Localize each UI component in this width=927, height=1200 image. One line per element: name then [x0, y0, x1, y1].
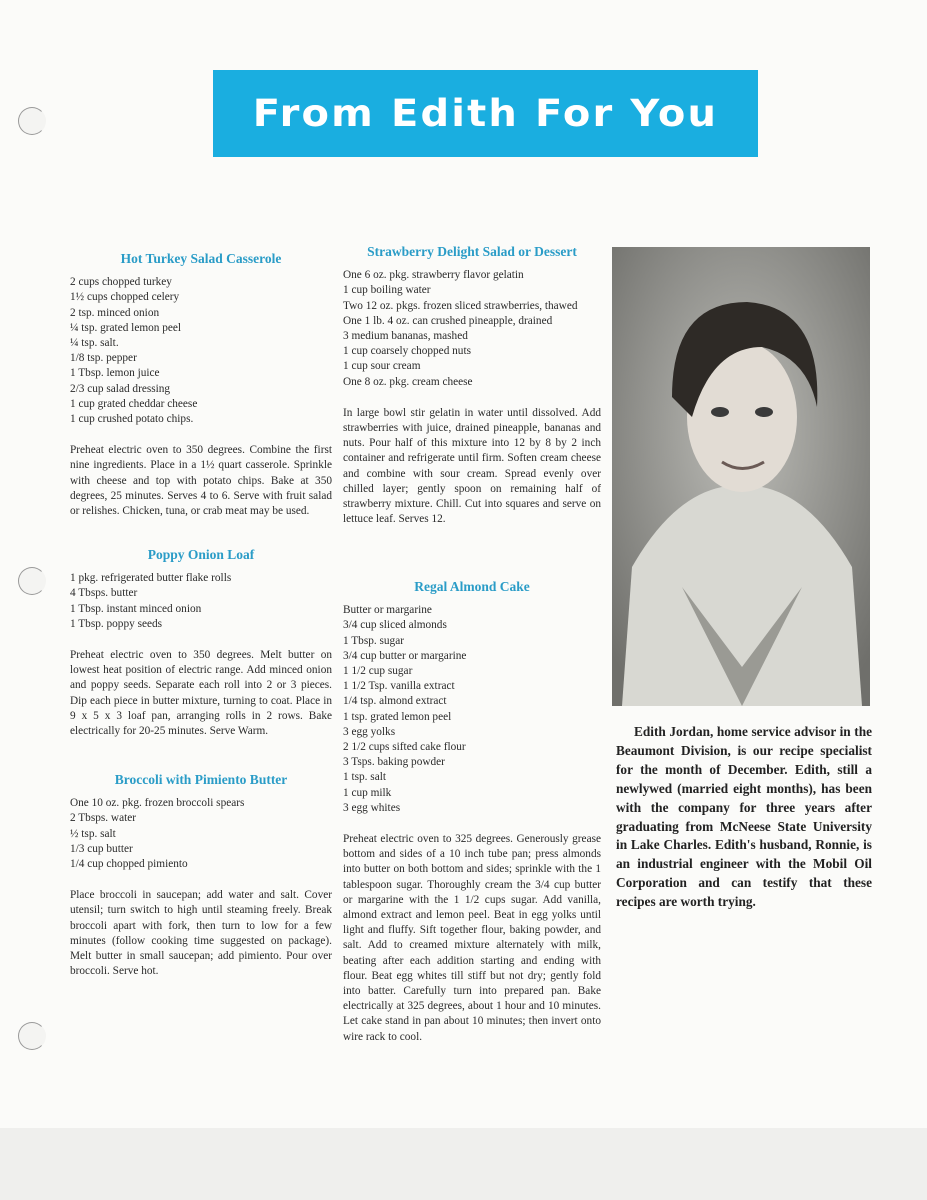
ingredient-item: 2 Tbsps. water — [70, 812, 136, 825]
ingredient-item: 1/8 tsp. pepper — [70, 352, 137, 365]
recipe-poppy-onion-loaf — [70, 547, 332, 739]
ingredient-list — [70, 275, 332, 427]
page-bottom-margin — [0, 1128, 927, 1200]
recipe-title: Strawberry Delight Salad or Dessert — [367, 244, 577, 259]
recipe-strawberry-delight — [343, 244, 601, 527]
ingredient-item: 1 1/2 Tsp. vanilla extract — [343, 680, 455, 693]
ingredient-item: 3 egg yolks — [343, 725, 396, 738]
ingredient-list — [343, 603, 601, 816]
ingredient-list — [343, 268, 601, 390]
ingredient-item: 1/4 tsp. almond extract — [343, 695, 447, 708]
ingredient-item: One 8 oz. pkg. cream cheese — [343, 375, 473, 388]
recipe-title: Broccoli with Pimiento Butter — [114, 772, 288, 787]
ingredient-item: 1/3 cup butter — [70, 842, 133, 855]
recipe-broccoli — [70, 772, 332, 979]
binder-hole — [18, 107, 46, 135]
ingredient-item: 1 cup grated cheddar cheese — [70, 397, 198, 410]
recipe-regal-almond-cake — [343, 579, 601, 1045]
ingredient-list — [70, 796, 332, 872]
ingredient-item: ½ tsp. salt — [70, 827, 116, 840]
ingredient-item: 1 cup coarsely chopped nuts — [343, 345, 471, 358]
recipe-title: Hot Turkey Salad Casserole — [120, 251, 282, 266]
ingredient-item: 2 cups chopped turkey — [70, 276, 172, 289]
ingredient-item: 1/4 cup chopped pimiento — [70, 858, 188, 871]
ingredient-item: 1 Tbsp. sugar — [343, 634, 404, 647]
ingredient-item: 3 Tsps. baking powder — [343, 756, 445, 769]
recipe-directions: Preheat electric oven to 350 degrees. Melt butter on lowest heat position of electric range. Add minced onion and poppy seeds. Separate each roll into 2 or 3 pieces. Dip each piece in butter mixture, turning to coat. Place in 9 x 5 x 3 loaf pan, arranging rolls in 2 rows. Bake electrically for 20-25 minutes. Serve Warm. — [70, 649, 332, 738]
ingredient-item: 3/4 cup sliced almonds — [343, 619, 447, 632]
ingredient-item: One 1 lb. 4 oz. can crushed pineapple, drained — [343, 314, 553, 327]
recipe-title: Regal Almond Cake — [414, 579, 530, 594]
ingredient-item: 2/3 cup salad dressing — [70, 382, 171, 395]
ingredient-item: 1½ cups chopped celery — [70, 291, 180, 304]
ingredient-item: 1 pkg. refrigerated butter flake rolls — [70, 572, 232, 585]
ingredient-item: Butter or margarine — [343, 604, 432, 617]
ingredient-item: 1 1/2 cup sugar — [343, 665, 413, 678]
ingredient-item: 1 cup boiling water — [343, 284, 431, 297]
binder-hole — [18, 1022, 46, 1050]
recipe-directions: Preheat electric oven to 325 degrees. Generously grease bottom and sides of a 10 inch tube pan; press almonds into butter on both bottom and sides; sprinkle with the 1 tablespoon sugar. Thoroughly cream the 3/4 cup butter or margarine with the 1 1/2 cups sugar. Add vanilla, almond extract and lemon peel. Beat in egg yolks until light and fluffy. Sift together flour, baking powder, and salt. Add to creamed mixture alternately with milk, beating after each addition starting and ending with flour. Beat egg whites till stiff but not dry; gently fold into batter. Carefully turn into prepared pan. Bake electrically at 325 degrees, about 1 hour and 10 minutes. Let cake stand in pan about 10 minutes; then invert onto wire rack to cool. — [343, 833, 601, 1043]
ingredient-item: ¼ tsp. salt. — [70, 337, 119, 350]
recipe-directions: Place broccoli in saucepan; add water and salt. Cover utensil; turn switch to high until steaming freely. Break broccoli apart with fork, then turn to low for a few minutes (follow cooking time suggested on package). Melt butter in small saucepan; add pimiento. Pour over broccoli. Serve hot. — [70, 889, 332, 978]
recipe-directions: Preheat electric oven to 350 degrees. Combine the first nine ingredients. Place in a 1½ quart casserole. Sprinkle with cheese and top with potato chips. Bake at 350 degrees, 25 minutes. Serves 4 to 6. Serve with fruit salad or relishes. Chicken, tuna, or crab meat may be used. — [70, 444, 332, 518]
ingredient-item: 1 tsp. salt — [343, 771, 386, 784]
ingredient-item: 4 Tbsps. butter — [70, 587, 138, 600]
ingredient-item: 2 tsp. minced onion — [70, 306, 160, 319]
ingredient-item: 1 tsp. grated lemon peel — [343, 710, 452, 723]
ingredient-item: 1 cup crushed potato chips. — [70, 413, 194, 426]
ingredient-item: 1 cup milk — [343, 786, 392, 799]
recipe-directions: In large bowl stir gelatin in water until dissolved. Add strawberries with juice, drained pineapple, bananas and nuts. Pour half of this mixture into 12 by 8 by 2 inch container and refrigerate until firm. Soften cream cheese and combine with sour cream. Spread evenly over chilled layer; gently spoon on remaining half of strawberry mixture. Chill. Cut into squares and serve on lettuce leaf. Serves 12. — [343, 406, 601, 526]
ingredient-item: 3/4 cup butter or margarine — [343, 649, 467, 662]
ingredient-item: 1 cup sour cream — [343, 360, 421, 373]
recipe-title: Poppy Onion Loaf — [147, 547, 255, 562]
author-bio: Edith Jordan, home service advisor in the Beaumont Division, is our recipe specialist for the month of December. Edith, still a newlywed (married eight months), has been with the company for three years after graduating from McNeese State University in Lake Charles. Edith's husband, Ronnie, is an industrial engineer with the Mobil Oil Corporation and can testify that these recipes are worth trying. — [616, 724, 872, 910]
ingredient-item: One 10 oz. pkg. frozen broccoli spears — [70, 797, 245, 810]
portrait-photo — [612, 247, 870, 706]
ingredient-item: Two 12 oz. pkgs. frozen sliced strawberries, thawed — [343, 299, 578, 312]
title-banner — [213, 70, 758, 157]
ingredient-item: 1 Tbsp. instant minced onion — [70, 602, 202, 615]
ingredient-item: 1 Tbsp. lemon juice — [70, 367, 160, 380]
ingredient-list — [70, 571, 332, 632]
ingredient-item: ¼ tsp. grated lemon peel — [70, 321, 182, 334]
ingredient-item: 1 Tbsp. poppy seeds — [70, 617, 163, 630]
ingredient-item: 3 medium bananas, mashed — [343, 330, 468, 343]
ingredient-item: 3 egg whites — [343, 801, 401, 814]
page-title: From Edith For You — [252, 92, 719, 135]
ingredient-item: One 6 oz. pkg. strawberry flavor gelatin — [343, 269, 524, 282]
ingredient-item: 2 1/2 cups sifted cake flour — [343, 741, 466, 754]
recipe-hot-turkey — [70, 251, 332, 519]
binder-hole — [18, 567, 46, 595]
